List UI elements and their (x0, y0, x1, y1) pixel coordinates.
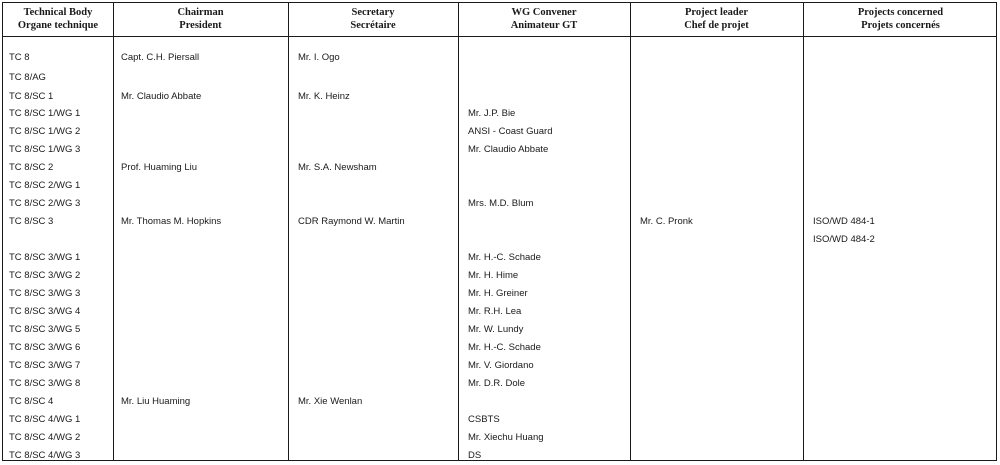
cell-body: TC 8/AG (9, 72, 46, 83)
cell-body: TC 8/SC 2 (9, 162, 54, 173)
cell-convener: DS (468, 450, 482, 461)
cell-body: TC 8/SC 3/WG 5 (9, 324, 81, 335)
cell-body: TC 8/SC 3/WG 2 (9, 270, 81, 281)
cell-body: TC 8/SC 1/WG 1 (9, 108, 81, 119)
column-header-body (3, 6, 113, 34)
cell-chairman: Capt. C.H. Piersall (121, 52, 200, 63)
cell-secretary: Mr. Xie Wenlan (298, 396, 363, 407)
committee-table (2, 2, 997, 461)
cell-body: TC 8/SC 2/WG 1 (9, 180, 81, 191)
column-header-line2: Organe technique (17, 20, 99, 31)
cell-secretary: Mr. K. Heinz (298, 91, 350, 102)
header-divider (3, 36, 996, 37)
column-divider (630, 3, 631, 460)
cell-body: TC 8/SC 1/WG 3 (9, 144, 81, 155)
cell-convener: Mr. Xiechu Huang (468, 432, 544, 443)
column-header-line1: Secretary (351, 7, 395, 18)
cell-secretary: Mr. S.A. Newsham (298, 162, 377, 173)
column-header-line1: Technical Body (23, 7, 93, 18)
cell-body: TC 8/SC 4 (9, 396, 54, 407)
column-header-line1: WG Convener (511, 7, 577, 18)
cell-body: TC 8 (9, 52, 30, 63)
column-divider (458, 3, 459, 460)
column-header-line2: President (179, 20, 222, 31)
cell-body: TC 8/SC 3/WG 7 (9, 360, 81, 371)
column-header-line2: Secrétaire (350, 20, 396, 31)
cell-convener: CSBTS (468, 414, 500, 425)
cell-body: TC 8/SC 3 (9, 216, 54, 227)
column-divider (113, 3, 114, 460)
cell-body: TC 8/SC 1/WG 2 (9, 126, 81, 137)
column-header-line2: Animateur GT (510, 20, 578, 31)
cell-secretary: Mr. I. Ogo (298, 52, 340, 63)
cell-convener: Mr. H.-C. Schade (468, 342, 541, 353)
cell-convener: Mr. D.R. Dole (468, 378, 526, 389)
column-divider (288, 3, 289, 460)
cell-convener: ANSI - Coast Guard (468, 126, 553, 137)
cell-chairman: Mr. Thomas M. Hopkins (121, 216, 222, 227)
cell-convener: Mr. H. Hime (468, 270, 519, 281)
column-header-line2: Projets concernés (861, 20, 940, 31)
column-header-chairman (113, 6, 288, 34)
cell-convener: Mrs. M.D. Blum (468, 198, 534, 209)
cell-body: TC 8/SC 3/WG 3 (9, 288, 81, 299)
column-header-line1: Project leader (684, 7, 749, 18)
cell-body: TC 8/SC 2/WG 3 (9, 198, 81, 209)
column-header-line2: Chef de projet (684, 20, 749, 31)
cell-leader: Mr. C. Pronk (640, 216, 693, 227)
cell-body: TC 8/SC 4/WG 1 (9, 414, 81, 425)
cell-convener: Mr. V. Giordano (468, 360, 534, 371)
column-header-convener (458, 6, 630, 34)
cell-body: TC 8/SC 3/WG 6 (9, 342, 81, 353)
column-divider (803, 3, 804, 460)
cell-projects: ISO/WD 484-1 (813, 216, 875, 227)
cell-body: TC 8/SC 4/WG 2 (9, 432, 81, 443)
cell-chairman: Prof. Huaming Liu (121, 162, 198, 173)
cell-convener: Mr. R.H. Lea (468, 306, 522, 317)
cell-body: TC 8/SC 1 (9, 91, 54, 102)
cell-chairman: Mr. Liu Huaming (121, 396, 191, 407)
column-header-projects (803, 6, 998, 34)
cell-convener: Mr. J.P. Bie (468, 108, 516, 119)
cell-convener: Mr. H. Greiner (468, 288, 528, 299)
cell-convener: Mr. W. Lundy (468, 324, 524, 335)
cell-body: TC 8/SC 3/WG 8 (9, 378, 81, 389)
cell-body: TC 8/SC 3/WG 4 (9, 306, 81, 317)
column-header-line1: Projects concerned (857, 7, 944, 18)
cell-chairman: Mr. Claudio Abbate (121, 91, 202, 102)
column-header-line1: Chairman (177, 7, 224, 18)
cell-body: TC 8/SC 4/WG 3 (9, 450, 81, 461)
cell-convener: Mr. Claudio Abbate (468, 144, 549, 155)
cell-convener: Mr. H.-C. Schade (468, 252, 541, 263)
cell-body: TC 8/SC 3/WG 1 (9, 252, 81, 263)
column-header-leader (630, 6, 803, 34)
cell-secretary: CDR Raymond W. Martin (298, 216, 405, 227)
column-header-secretary (288, 6, 458, 34)
cell-projects: ISO/WD 484-2 (813, 234, 875, 245)
